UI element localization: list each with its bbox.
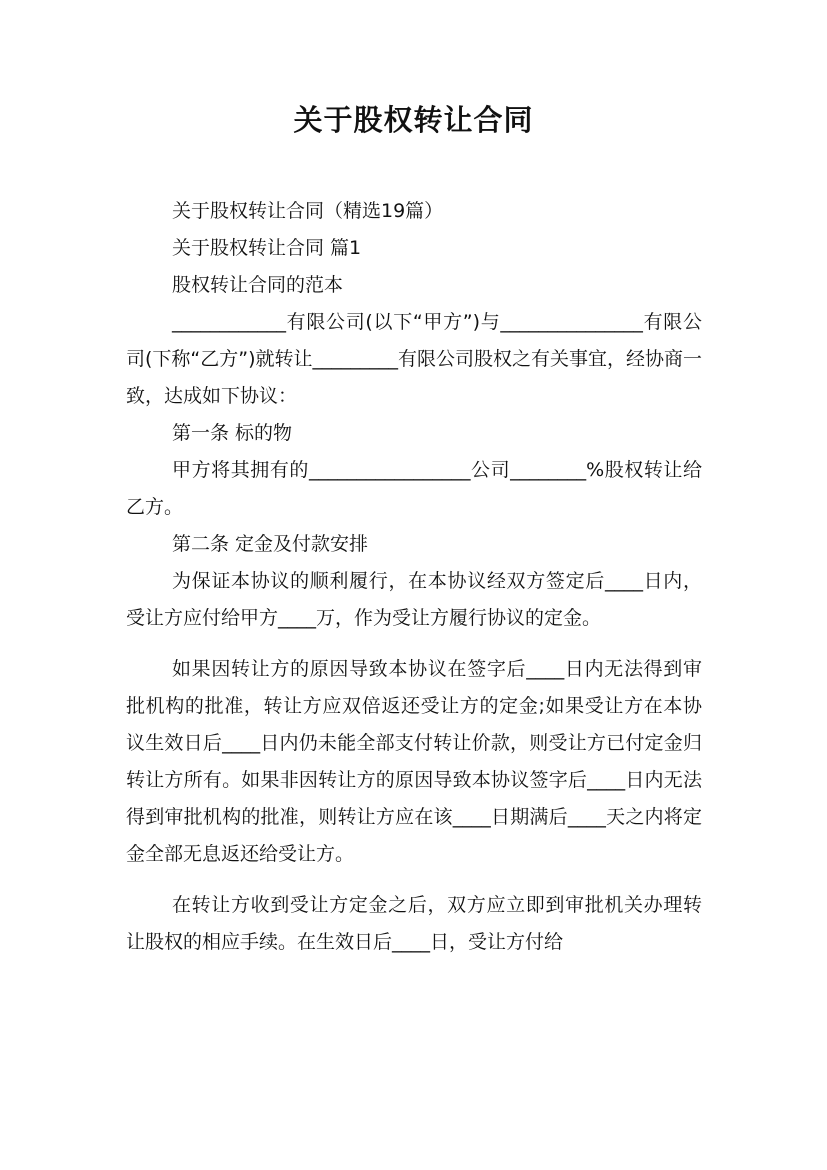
paragraph-parties: ____________有限公司(以下“甲方”)与_______________有限公司(下称“乙方”)就转让_________有限公司股权之有关事宜，经协商一致，达成如下协议： [126,311,703,407]
paragraph-article-1-body: 甲方将其拥有的_________________公司________%股权转让给乙方。 [126,459,702,518]
paragraph-contract-name: 股权转让合同的范本 [172,274,344,296]
paragraph-article-2-heading: 第二条 定金及付款安排 [172,533,369,555]
paragraph-article-1-heading: 第一条 标的物 [172,422,293,444]
paragraph-section-heading: 关于股权转让合同 篇1 [172,237,362,259]
paragraph-deposit-conditions: 如果因转让方的原因导致本协议在签字后____日内无法得到审批机构的批准，转让方应双倍返还受让方的定金;如果受让方在本协议生效日后____日内仍未能全部支付转让价款，则受让方已付定金归转让方所有。如果非因转让方的原因导致本协议签字后____日内无法得到审批机构的批准，则转让方应在该____日期满后____天之内将定金全部无息返还给受让方。 [126,658,702,865]
document-body [126,193,702,961]
paragraph-approval-procedure: 在转让方收到受让方定金之后，双方应立即到审批机关办理转让股权的相应手续。在生效日后____日，受让方付给 [126,894,702,953]
document-title: 关于股权转让合同 [293,103,534,137]
paragraph-subtitle: 关于股权转让合同（精选19篇） [172,200,444,222]
paragraph-deposit: 为保证本协议的顺利履行，在本协议经双方签定后____日内，受让方应付给甲方____万，作为受让方履行协议的定金。 [126,570,702,629]
